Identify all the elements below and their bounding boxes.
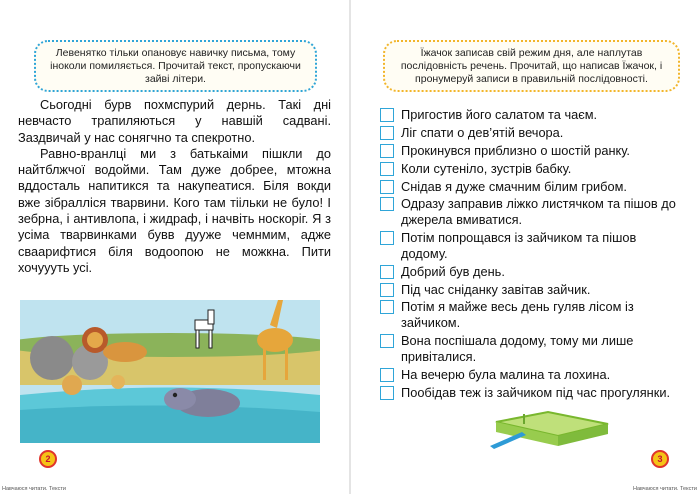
checklist-item-text: Потім попрощався із зайчиком та пішов додому.	[401, 230, 637, 261]
number-box[interactable]	[380, 197, 394, 211]
left-task-text: Левенятко тільки опановує навичку письма, тому іноколи помиляється. Прочитай текст, пропускаючи зайві літери.	[50, 47, 301, 85]
checklist-item	[380, 196, 680, 227]
sequence-checklist	[380, 107, 680, 402]
number-box[interactable]	[380, 283, 394, 297]
checklist-item-text: Під час сніданку завітав зайчик.	[401, 281, 591, 297]
number-box[interactable]	[380, 144, 394, 158]
number-box[interactable]	[380, 334, 394, 348]
page-number-right: 3	[651, 450, 669, 468]
number-box[interactable]	[380, 108, 394, 122]
checklist-item-text: Одразу заправив ліжко листячком та пішов до джерела вмиватися.	[401, 196, 676, 228]
checklist-item-text: Пообідав теж із зайчиком під час прогулянки.	[401, 384, 671, 400]
checklist-item	[380, 299, 680, 330]
reading-text	[18, 97, 331, 276]
number-box[interactable]	[380, 368, 394, 382]
checklist-item-text: Ліг спати о дев’ятій вечора.	[401, 124, 564, 140]
left-task-box	[34, 40, 317, 92]
number-box[interactable]	[380, 300, 394, 314]
checklist-item	[380, 333, 680, 364]
checklist-item	[380, 107, 680, 123]
right-task-box	[383, 40, 680, 92]
number-box[interactable]	[380, 162, 394, 176]
checklist-item-text: Вона поспішала додому, тому ми лише привіталися.	[401, 333, 634, 364]
checklist-item	[380, 230, 680, 261]
page-number-left: 2	[39, 450, 57, 468]
number-box[interactable]	[380, 180, 394, 194]
checklist-item	[380, 161, 680, 177]
checklist-item-text: Потім я майже весь день гуляв лісом із зайчиком.	[401, 299, 634, 331]
paragraph-1: Сьогодні бурв похмспурий дернь. Такі дні невчасто трапиляються у навшій садвані. Заздвичай у нас сонягчно та спекротно.	[18, 97, 331, 145]
savanna-illustration	[20, 300, 320, 443]
checklist-item-text: Пригостив його салатом та чаєм.	[401, 107, 598, 122]
checklist-item-text: На вечерю була малина та лохина.	[401, 366, 611, 382]
checklist-item-text: Снідав я дуже смачним білим грибом.	[401, 178, 627, 194]
checklist-item	[380, 264, 680, 280]
checklist-item	[380, 282, 680, 298]
open-book-illustration	[488, 404, 616, 452]
number-box[interactable]	[380, 126, 394, 140]
right-task-text: Їжачок записав свій режим дня, але наплутав послідовність речень. Прочитай, що написав Їжачок, і пронумеруй записи в правильній послідовності.	[400, 47, 663, 85]
number-box[interactable]	[380, 386, 394, 400]
footer-left: Навчаюся читати. Тексти	[2, 486, 66, 492]
footer-right: Навчаюся читати. Тексти	[633, 486, 697, 492]
checklist-item	[380, 125, 680, 141]
checklist-item-text: Добрий був день.	[401, 263, 505, 279]
checklist-item	[380, 385, 680, 401]
checklist-item	[380, 179, 680, 195]
checklist-item-text: Прокинувся приблизно о шостій ранку.	[401, 142, 630, 158]
checklist-item	[380, 367, 680, 383]
number-box[interactable]	[380, 231, 394, 245]
number-box[interactable]	[380, 265, 394, 279]
checklist-item	[380, 143, 680, 159]
checklist-item-text: Коли сутеніло, зустрів бабку.	[401, 160, 572, 176]
paragraph-2: Равно-вранлці ми з батькаіми пішкли до найтблжчої водойми. Там дуже добрее, мтожна вддосталь напитикся та накупеатися. Біля вокди вже зібралліся тварвини. Кого там тіільки не було! І зебрна, і антивлопа, і жидраф, і начвіть носкоріг. Я з усіма тварвинками бувв дууже чемнмим, адже сваарифтися біля водоопою не можкна. Пити хочуууть усі.	[18, 145, 331, 275]
